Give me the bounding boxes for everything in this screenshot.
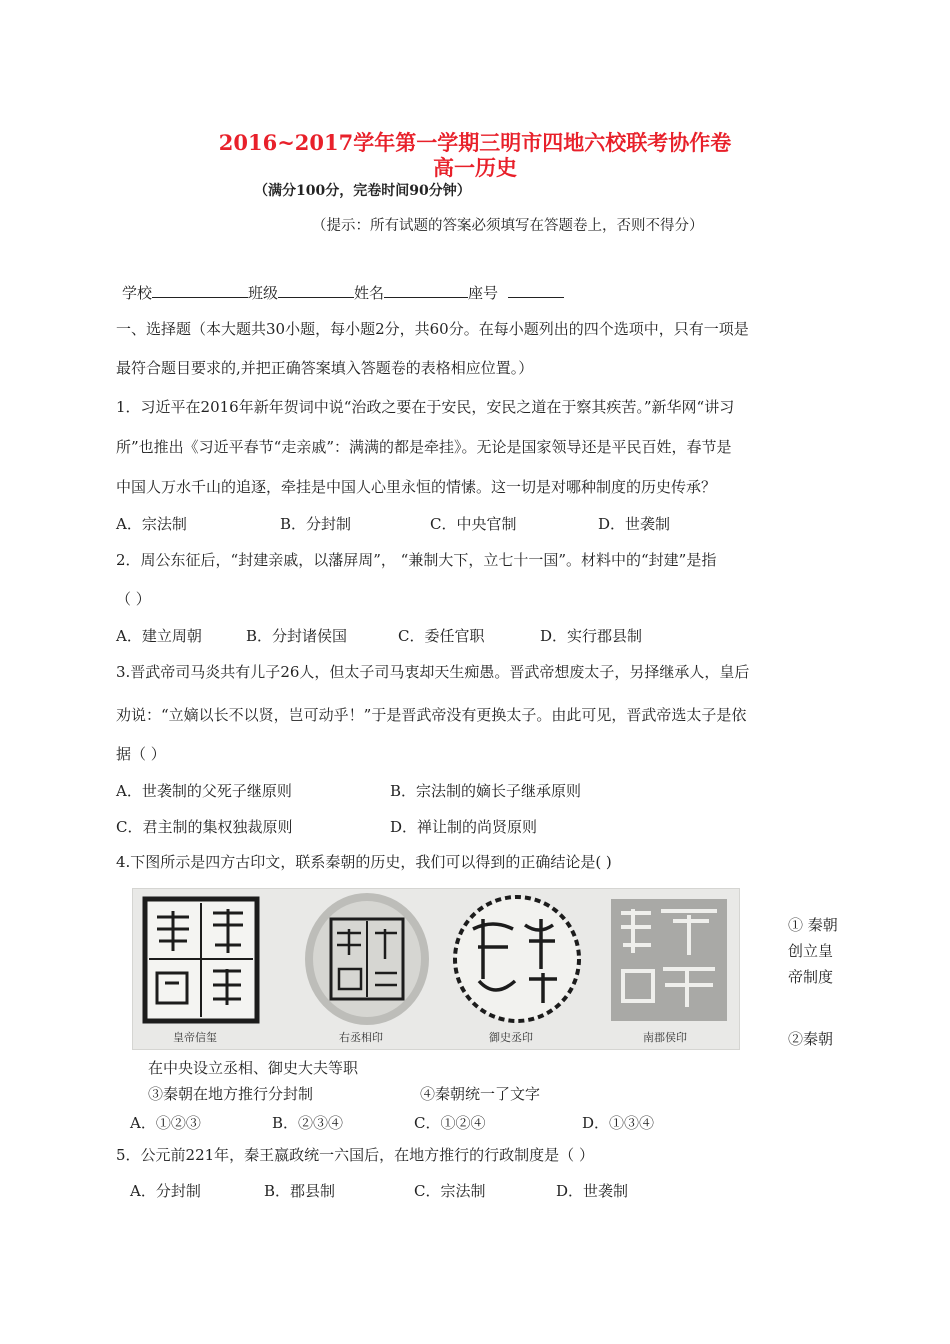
- q2-option-a[interactable]: A．建立周朝: [116, 627, 202, 645]
- seal-huangdi-xinxi: [145, 899, 257, 1021]
- seal-yushi-cheng-yin: [455, 897, 579, 1021]
- q1-line3: 中国人万水千山的追逐，牵挂是中国人心里永恒的情愫。这一切是对哪种制度的历史传承？: [116, 478, 717, 496]
- score-note: （满分100分，完卷时间90分钟）: [254, 183, 471, 199]
- name-label: 姓名: [354, 284, 385, 302]
- school-field[interactable]: [152, 283, 248, 298]
- q4-item1: ① 秦朝创立皇帝制度: [788, 916, 838, 986]
- exam-title: 2016~2017学年第一学期三明市四地六校联考协作卷: [218, 130, 732, 155]
- q3-line3: 据（ ）: [116, 745, 166, 763]
- seal-you-chengxiang-yin: [305, 893, 429, 1025]
- seal-nanjun-hou-yin: [611, 899, 727, 1021]
- q3-option-b[interactable]: B．宗法制的嫡长子继承原则: [390, 782, 582, 800]
- q1-option-c[interactable]: C．中央官制: [430, 515, 517, 533]
- q3-line1: 3.晋武帝司马炎共有儿子26人，但太子司马衷却天生痴愚。晋武帝想废太子，另择继承人，皇后: [116, 663, 750, 681]
- seal-image-strip: [132, 888, 740, 1050]
- q4-option-a[interactable]: A．①②③: [130, 1114, 201, 1132]
- seal-caption-2: 右丞相印: [339, 1031, 383, 1044]
- ancient-seals-illustration: [133, 889, 739, 1049]
- q4-option-d[interactable]: D．①③④: [582, 1114, 655, 1132]
- school-label: 学校: [122, 284, 153, 302]
- q5-option-a[interactable]: A．分封制: [130, 1182, 201, 1200]
- q4-item2-cont: 在中央设立丞相、御史大夫等职: [148, 1059, 359, 1077]
- seal-caption-4: 南郡侯印: [643, 1031, 687, 1044]
- q4-item4: ④秦朝统一了文字: [420, 1085, 541, 1103]
- q4-option-c[interactable]: C．①②④: [414, 1114, 486, 1132]
- q1-line2: 所”也推出《习近平春节“走亲戚”：满满的都是牵挂》。无论是国家领导还是平民百姓，春节是: [116, 438, 732, 456]
- q2-line2: （ ）: [116, 590, 151, 608]
- section1-line1: 一、选择题（本大题共30小题，每小题2分，共60分。在每小题列出的四个选项中，只有一项是: [116, 320, 749, 338]
- q1-option-a[interactable]: A．宗法制: [116, 515, 187, 533]
- q2-option-c[interactable]: C．委任官职: [398, 627, 485, 645]
- q3-option-d[interactable]: D．禅让制的尚贤原则: [390, 818, 538, 836]
- exam-subject: 高一历史: [433, 155, 517, 180]
- section1-line2: 最符合题目要求的,并把正确答案填入答题卷的表格相应位置。）: [116, 359, 534, 377]
- q5-option-c[interactable]: C．宗法制: [414, 1182, 486, 1200]
- seal-caption-3: 御史丞印: [489, 1031, 533, 1044]
- student-info-row: [122, 282, 564, 303]
- class-label: 班级: [248, 284, 279, 302]
- q4-item2-start: ②秦朝: [788, 1030, 834, 1048]
- seat-label: 座号: [468, 284, 499, 302]
- q5-line1: 5．公元前221年，秦王嬴政统一六国后，在地方推行的行政制度是（ ）: [116, 1146, 594, 1164]
- q1-option-d[interactable]: D．世袭制: [598, 515, 671, 533]
- seal-caption-1: 皇帝信玺: [173, 1031, 217, 1044]
- q2-option-b[interactable]: B．分封诸侯国: [246, 627, 348, 645]
- q1-option-b[interactable]: B．分封制: [280, 515, 352, 533]
- seat-field[interactable]: [508, 283, 564, 298]
- q4-item3: ③秦朝在地方推行分封制: [148, 1085, 314, 1103]
- q3-line2: 劝说：“立嫡以长不以贤，岂可动乎！”于是晋武帝没有更换太子。由此可见，晋武帝选太子是依: [116, 706, 747, 724]
- name-field[interactable]: [384, 283, 468, 298]
- q3-option-a[interactable]: A．世袭制的父死子继原则: [116, 782, 292, 800]
- q3-option-c[interactable]: C．君主制的集权独裁原则: [116, 818, 293, 836]
- q1-line1: 1．习近平在2016年新年贺词中说“治政之要在于安民，安民之道在于察其疾苦。”新华网“讲习: [116, 398, 735, 416]
- q4-line1: 4.下图所示是四方古印文，联系秦朝的历史，我们可以得到的正确结论是( ): [116, 853, 612, 871]
- q2-line1: 2．周公东征后，“封建亲戚，以藩屏周”， “兼制大下，立七十一国”。材料中的“封建”是指: [116, 551, 717, 569]
- class-field[interactable]: [278, 283, 354, 298]
- tip-note: （提示：所有试题的答案必须填写在答题卷上，否则不得分）: [312, 218, 704, 234]
- q2-option-d[interactable]: D．实行郡县制: [540, 627, 643, 645]
- q4-option-b[interactable]: B．②③④: [272, 1114, 344, 1132]
- q5-option-b[interactable]: B．郡县制: [264, 1182, 336, 1200]
- q5-option-d[interactable]: D．世袭制: [556, 1182, 629, 1200]
